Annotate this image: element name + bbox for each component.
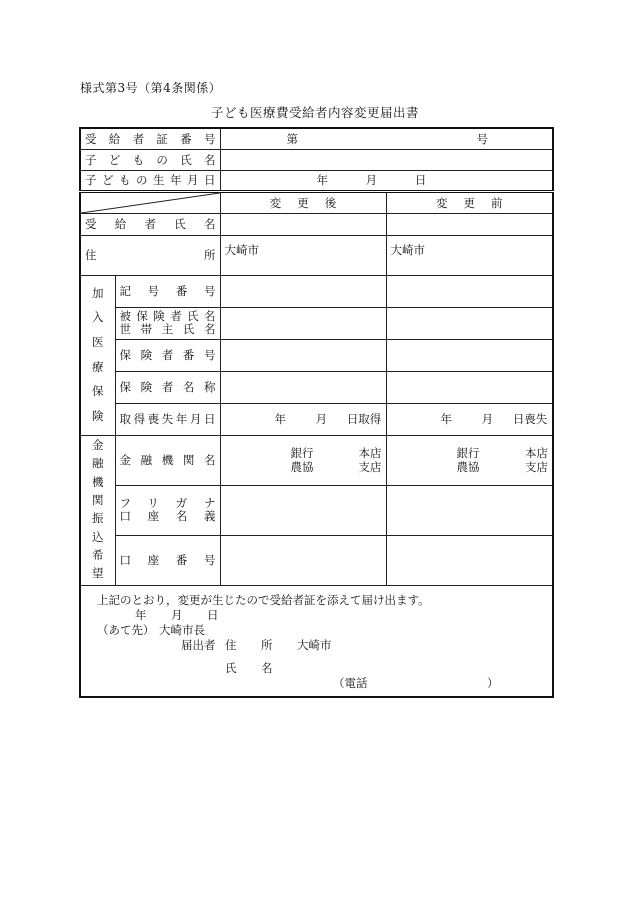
- acq-month-label: 月: [315, 412, 328, 426]
- recipient-name-row: [80, 213, 553, 235]
- insurance-char: 療: [92, 359, 104, 374]
- insurer-number-before-field[interactable]: [386, 339, 553, 371]
- birth-day-label: 日: [414, 173, 427, 187]
- account-holder-label: [115, 485, 220, 535]
- symbol-number-row: [80, 275, 553, 307]
- address-after-city: 大崎市: [224, 242, 259, 257]
- footer-month[interactable]: 月: [171, 607, 183, 622]
- furigana-label: フリガナ: [119, 496, 216, 510]
- account-number-row: [80, 535, 553, 585]
- insurance-char: 入: [92, 310, 104, 325]
- child-name-label: 子どもの氏名: [80, 149, 220, 170]
- insurer-number-label: 保険者番号: [115, 339, 220, 371]
- coop-label: 農協: [456, 460, 480, 474]
- insurer-number-row: [80, 339, 553, 371]
- footer-day[interactable]: 日: [207, 607, 219, 622]
- account-holder-text: 口座名義: [119, 509, 216, 523]
- form-title: 子ども医療費受給者内容変更届出書: [210, 105, 419, 120]
- loss-day-label: 日喪失: [512, 412, 548, 426]
- address-label-a: 住: [85, 248, 97, 262]
- birth-month-label: 月: [365, 173, 378, 187]
- account-holder-before-field[interactable]: [386, 485, 553, 535]
- insured-name-row: [80, 307, 553, 339]
- address-before-field[interactable]: [386, 235, 553, 275]
- insured-name-line-2: 世帯主氏名: [119, 322, 216, 336]
- bank-char: 融: [92, 456, 104, 471]
- account-holder-row: [80, 485, 553, 535]
- insurance-char: 加: [92, 285, 104, 300]
- insurer-number-after-field[interactable]: [220, 339, 386, 371]
- insurance-char: 険: [92, 408, 104, 423]
- insurer-name-label: 保険者名称: [115, 371, 220, 403]
- bank-char: 望: [92, 566, 104, 581]
- insured-name-after-field[interactable]: [220, 307, 386, 339]
- insured-name-line-1: 被保険者氏名: [119, 309, 216, 323]
- bank-char: 金: [92, 438, 104, 452]
- account-number-label: 口座番号: [115, 535, 220, 585]
- branch-label: 支店: [358, 460, 382, 474]
- symbol-number-label: 記号番号: [115, 275, 220, 307]
- loss-month-label: 月: [481, 412, 494, 426]
- child-name-field[interactable]: [220, 149, 553, 170]
- acq-date-field[interactable]: [220, 403, 386, 435]
- diagonal-line: [81, 193, 220, 213]
- branch-label: 支店: [525, 460, 548, 474]
- child-birth-row: [80, 170, 553, 191]
- insured-name-before-field[interactable]: [386, 307, 553, 339]
- insurer-name-row: [80, 371, 553, 403]
- before-header: 変更前: [386, 191, 553, 213]
- bank-char: 振: [92, 511, 104, 526]
- symbol-number-after-field[interactable]: [220, 275, 386, 307]
- main-branch-label: 本店: [525, 446, 548, 460]
- recipient-number-label: 受給者証番号: [80, 128, 220, 149]
- change-notification-form: [79, 127, 554, 698]
- child-name-row: [80, 149, 553, 170]
- insurance-group-label: [80, 275, 115, 435]
- bank-char: 希: [92, 548, 104, 563]
- bank-char: 機: [92, 474, 104, 489]
- footer-declaration: [80, 585, 553, 697]
- insurance-char: 医: [92, 334, 104, 349]
- loss-year-label: 年: [440, 412, 452, 426]
- institution-label: 金融機関名: [115, 435, 220, 485]
- institution-row: [80, 435, 553, 485]
- recipient-name-after-field[interactable]: [220, 213, 386, 235]
- recipient-name-before-field[interactable]: [386, 213, 553, 235]
- account-holder-after-field[interactable]: [220, 485, 386, 535]
- bank-label: 銀行: [290, 446, 314, 460]
- account-number-after-field[interactable]: [220, 535, 386, 585]
- form-label: 様式第3号（第4条関係）: [80, 81, 222, 95]
- acq-loss-date-label: 取得喪失年月日: [115, 403, 220, 435]
- insurer-name-before-field[interactable]: [386, 371, 553, 403]
- child-birth-label: 子どもの生年月日: [80, 170, 220, 191]
- address-after-field[interactable]: [220, 235, 386, 275]
- phone-close: ）: [487, 675, 499, 690]
- phone-open: （電話: [333, 675, 368, 690]
- statement-text: 上記のとおり，変更が生じたので受給者証を添えて届け出ます。: [97, 592, 430, 607]
- insurer-name-after-field[interactable]: [220, 371, 386, 403]
- dai-label: 第: [286, 131, 298, 146]
- footer-year[interactable]: 年: [135, 607, 147, 622]
- address-label: [80, 235, 220, 275]
- main-branch-label: 本店: [358, 446, 382, 460]
- address-before-city: 大崎市: [390, 242, 425, 257]
- notifier-label: 届出者: [181, 637, 216, 652]
- footer-address-a: 住: [225, 637, 237, 652]
- bank-char: 関: [92, 493, 104, 508]
- footer-row: [80, 585, 553, 697]
- address-row: [80, 235, 553, 275]
- institution-before-field[interactable]: [386, 435, 553, 485]
- go-label: 号: [476, 131, 488, 146]
- coop-label: 農協: [290, 460, 314, 474]
- addressee-label: （あて先）: [97, 622, 155, 637]
- insurance-char: 保: [92, 384, 104, 399]
- birth-year-label: 年: [316, 173, 328, 187]
- footer-name-b: 名: [261, 660, 273, 675]
- acq-day-label: 日取得: [346, 412, 382, 426]
- after-header: 変更後: [220, 191, 386, 213]
- account-number-before-field[interactable]: [386, 535, 553, 585]
- symbol-number-before-field[interactable]: [386, 275, 553, 307]
- recipient-number-field[interactable]: [220, 128, 553, 149]
- footer-name-a: 氏: [225, 660, 237, 675]
- footer-address-b: 所: [261, 637, 273, 652]
- footer-city[interactable]: 大崎市: [297, 637, 332, 652]
- institution-after-field[interactable]: [220, 435, 386, 485]
- diagonal-cell: [80, 191, 220, 213]
- acq-year-label: 年: [274, 412, 286, 426]
- bank-char: 込: [92, 529, 104, 544]
- addressee-name: 大崎市長: [159, 622, 205, 637]
- address-label-b: 所: [204, 248, 216, 262]
- acq-loss-date-row: [80, 403, 553, 435]
- recipient-number-row: [80, 128, 553, 149]
- bank-group-label: [80, 435, 115, 585]
- loss-date-field[interactable]: [386, 403, 553, 435]
- recipient-name-label: 受給者氏名: [80, 213, 220, 235]
- bank-label: 銀行: [456, 446, 480, 460]
- header-row: [80, 191, 553, 213]
- child-birth-field[interactable]: [220, 170, 553, 191]
- insured-name-label: [115, 307, 220, 339]
